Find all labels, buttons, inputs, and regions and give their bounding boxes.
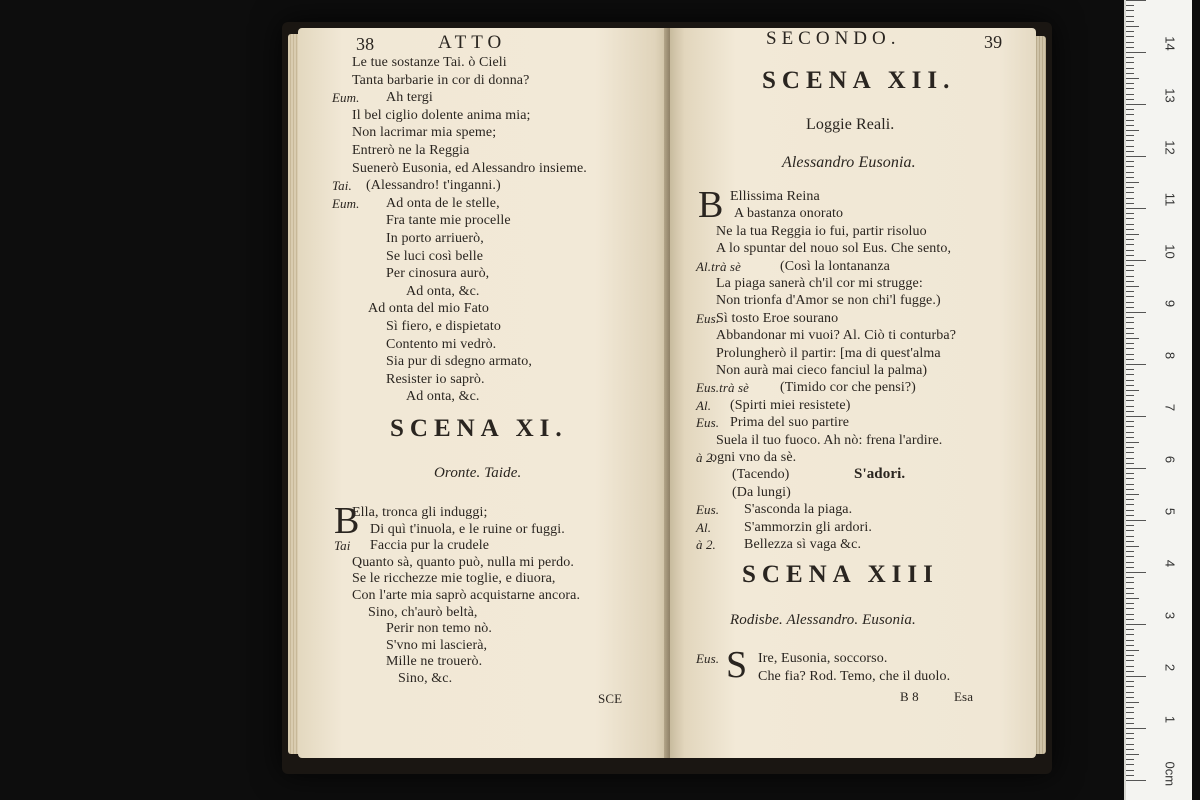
ruler-label: 3 xyxy=(1162,611,1178,620)
ruler-label: 11 xyxy=(1162,192,1178,207)
verse-line: Ad onta de le stelle, xyxy=(386,195,500,211)
ruler-tick xyxy=(1126,146,1134,147)
ruler-label: 12 xyxy=(1162,140,1178,155)
ruler-tick xyxy=(1126,723,1134,724)
ruler-tick xyxy=(1126,36,1134,37)
scene-xii-title: SCENA XII. xyxy=(762,67,956,94)
ruler-tick xyxy=(1126,208,1146,209)
verse-line: (Alessandro! t'inganni.) xyxy=(366,178,501,194)
ruler-tick xyxy=(1126,484,1134,485)
ruler-tick xyxy=(1126,499,1134,500)
ruler-tick xyxy=(1126,468,1146,469)
ruler-label: 0cm xyxy=(1162,761,1178,787)
ruler-tick xyxy=(1126,692,1134,693)
ruler-tick xyxy=(1126,62,1134,63)
ruler-tick xyxy=(1126,749,1134,750)
ruler-tick xyxy=(1126,562,1134,563)
speaker-label: à 2. xyxy=(696,450,716,465)
verse-line: Con l'arte mia saprò acquistarne ancora. xyxy=(352,588,581,603)
verse-line: Ne la tua Reggia io fui, partir risoluo xyxy=(716,223,927,239)
ruler-tick xyxy=(1126,380,1134,381)
speaker-label: Eus. xyxy=(696,502,720,518)
ruler-tick xyxy=(1126,494,1139,495)
drop-cap-s: S xyxy=(726,644,748,686)
ruler-tick xyxy=(1126,328,1134,329)
ruler-tick xyxy=(1126,68,1134,69)
speaker-label: Eus. xyxy=(696,415,720,431)
ruler-tick xyxy=(1126,614,1134,615)
ruler-tick xyxy=(1126,21,1134,22)
ruler-tick xyxy=(1126,120,1134,121)
ruler-tick xyxy=(1126,333,1134,334)
ruler-tick xyxy=(1126,489,1134,490)
ruler-tick xyxy=(1126,354,1134,355)
scene-xiii-title: SCENA XIII xyxy=(742,561,939,588)
ruler-tick xyxy=(1126,733,1134,734)
ruler-tick xyxy=(1126,432,1134,433)
speaker-label: Eum. xyxy=(332,90,360,106)
ruler-tick xyxy=(1126,510,1134,511)
verse-line: Mille ne trouerò. xyxy=(386,654,483,670)
left-page xyxy=(298,28,670,758)
verse-line: Resister io saprò. xyxy=(386,371,485,387)
ruler-tick xyxy=(1126,650,1139,651)
ruler-tick xyxy=(1126,603,1134,604)
ruler-label: 4 xyxy=(1162,559,1178,568)
ruler-tick xyxy=(1126,0,1146,1)
ruler-label: 8 xyxy=(1162,351,1178,360)
verse-line: Quanto sà, quanto può, nulla mi perdo. xyxy=(352,554,574,570)
ruler-tick xyxy=(1126,218,1134,219)
ruler-tick xyxy=(1126,770,1134,771)
ruler-tick xyxy=(1126,551,1134,552)
verse-line: (Spirti miei resistete) xyxy=(730,397,851,413)
ruler-tick xyxy=(1126,364,1146,365)
ruler-tick xyxy=(1126,265,1134,266)
ruler-tick xyxy=(1126,172,1134,173)
ruler-tick xyxy=(1126,666,1134,667)
speaker-label: Eus.trà sè xyxy=(696,380,749,396)
ruler-tick xyxy=(1126,447,1134,448)
ruler-label: 9 xyxy=(1162,299,1178,308)
ruler-tick xyxy=(1126,567,1134,568)
brace-text: S'adori. xyxy=(854,466,906,482)
right-page xyxy=(670,28,1036,758)
speaker-label: à 2. xyxy=(696,537,716,552)
ruler-tick xyxy=(1126,593,1134,594)
ruler-label: 1 xyxy=(1162,715,1178,724)
verse-line: Non aurà mai cieco fanciul la palma) xyxy=(716,363,928,378)
verse-line: A bastanza onorato xyxy=(734,206,844,222)
ruler-tick xyxy=(1126,416,1146,417)
ruler-tick xyxy=(1126,135,1134,136)
verse-line: Non lacrimar mia speme; xyxy=(352,125,497,141)
verse-line: Tanta barbarie in cor di donna? xyxy=(352,72,530,88)
ruler-tick xyxy=(1126,348,1134,349)
ruler-tick xyxy=(1126,42,1134,43)
ruler-tick xyxy=(1126,536,1134,537)
ruler-tick xyxy=(1126,400,1134,401)
ruler-tick xyxy=(1126,406,1134,407)
drop-cap-left: B xyxy=(334,500,360,542)
ruler-tick xyxy=(1126,702,1139,703)
verse-line: Sì fiero, e dispietato xyxy=(386,319,501,334)
ruler-tick xyxy=(1126,156,1146,157)
ruler-tick xyxy=(1126,234,1139,235)
ruler-tick xyxy=(1126,177,1134,178)
ruler-tick xyxy=(1126,395,1134,396)
ruler-tick xyxy=(1126,754,1139,755)
ruler-tick xyxy=(1126,577,1134,578)
ruler-tick xyxy=(1126,83,1134,84)
verse-line: S'vno mi lascierà, xyxy=(386,637,488,653)
ruler-tick xyxy=(1126,369,1134,370)
verse-line: Fra tante mie procelle xyxy=(386,213,511,229)
ruler-label: 13 xyxy=(1162,88,1178,103)
ruler-tick xyxy=(1126,546,1139,547)
verse-line: Le tue sostanze Tai. ò Cieli xyxy=(352,55,507,70)
speaker-label: Al. xyxy=(696,519,712,535)
ruler-label: 10 xyxy=(1162,244,1178,259)
ruler-tick xyxy=(1126,458,1134,459)
verse-line: Faccia pur la crudele xyxy=(370,538,490,554)
ruler-tick xyxy=(1126,780,1146,781)
ruler-tick xyxy=(1126,104,1146,105)
ruler-tick xyxy=(1126,359,1134,360)
verse-line: Ella, tronca gli induggi; xyxy=(352,505,488,520)
verse-line: Se luci così belle xyxy=(386,248,484,264)
verse-line: La piaga sanerà ch'il cor mi strugge: xyxy=(716,276,923,291)
ruler-tick xyxy=(1126,660,1134,661)
ruler-tick xyxy=(1126,640,1134,641)
speaker-label: Tai. xyxy=(332,178,352,194)
speaker-label: Eum. xyxy=(332,195,360,211)
verse-line: Prolungherò il partir: [ma di quest'alma xyxy=(716,345,941,361)
ruler-label: 6 xyxy=(1162,455,1178,464)
speaker-label: Eus. xyxy=(696,310,720,326)
verse-line: Ad onta, &c. xyxy=(406,389,480,405)
right-page-number: 39 xyxy=(984,32,1003,52)
ruler-tick xyxy=(1126,421,1134,422)
ruler-tick xyxy=(1126,676,1146,677)
ruler-tick xyxy=(1126,31,1134,32)
ruler-tick xyxy=(1126,10,1134,11)
verse-line: Se le ricchezze mie toglie, e diuora, xyxy=(352,571,556,587)
ruler-tick xyxy=(1126,182,1139,183)
verse-line: (Timido cor che pensi?) xyxy=(780,380,916,396)
ruler-tick xyxy=(1126,250,1134,251)
ruler-tick xyxy=(1126,322,1134,323)
ruler-tick xyxy=(1126,276,1134,277)
ruler-tick xyxy=(1126,645,1134,646)
ruler-tick xyxy=(1126,213,1134,214)
ruler-tick xyxy=(1126,759,1134,760)
ruler-tick xyxy=(1126,114,1134,115)
verse-line: Entrerò ne la Reggia xyxy=(352,143,470,158)
ruler-tick xyxy=(1126,707,1134,708)
ruler-tick xyxy=(1126,260,1146,261)
ruler-tick xyxy=(1126,437,1134,438)
ruler-label: 5 xyxy=(1162,507,1178,516)
ruler-tick xyxy=(1126,296,1134,297)
right-running-head: SECONDO. xyxy=(766,28,901,49)
ruler-tick xyxy=(1126,588,1134,589)
ruler-tick xyxy=(1126,94,1134,95)
verse-line: In porto arriuerò, xyxy=(386,231,484,246)
ruler-tick xyxy=(1126,281,1134,282)
ruler-tick xyxy=(1126,515,1134,516)
right-catchword: Esa xyxy=(954,689,974,704)
ruler-tick xyxy=(1126,198,1134,199)
ruler-tick xyxy=(1126,411,1134,412)
ruler-tick xyxy=(1126,343,1134,344)
ruler-tick xyxy=(1126,244,1134,245)
speaker-label: Al. xyxy=(696,397,712,413)
verse-line: Abbandonar mi vuoi? Al. Ciò ti conturba? xyxy=(716,328,957,344)
ruler-tick xyxy=(1126,130,1139,131)
verse-line: A lo spuntar del nouo sol Eus. Che sento, xyxy=(716,241,952,257)
ruler-tick xyxy=(1126,634,1134,635)
ruler-tick xyxy=(1126,655,1134,656)
ruler-tick xyxy=(1126,312,1146,313)
verse-line: S'ammorzin gli ardori. xyxy=(744,519,872,535)
ruler-tick xyxy=(1126,99,1134,100)
verse-line: Il bel ciglio dolente anima mia; xyxy=(352,107,531,123)
ruler-tick xyxy=(1126,572,1146,573)
verse-line: Sino, &c. xyxy=(398,671,453,686)
scene-xi-title: SCENA XI. xyxy=(390,415,568,442)
ruler-tick xyxy=(1126,697,1134,698)
drop-cap-right: B xyxy=(698,184,724,226)
ruler-tick xyxy=(1126,26,1139,27)
ruler-label: 7 xyxy=(1162,403,1178,412)
verse-line: Suenerò Eusonia, ed Alessandro insieme. xyxy=(352,160,587,176)
ruler-tick xyxy=(1126,73,1134,74)
verse-line: ogni vno da sè. xyxy=(710,450,797,465)
ruler-label: 14 xyxy=(1162,36,1178,51)
ruler-tick xyxy=(1126,78,1139,79)
scene-xi-characters: Oronte. Taide. xyxy=(434,465,522,481)
ruler-tick xyxy=(1126,16,1134,17)
ruler-tick xyxy=(1126,478,1134,479)
ruler-tick xyxy=(1126,629,1134,630)
verse-line: Di quì t'inuola, e le ruine or fuggi. xyxy=(370,521,565,537)
ruler-tick xyxy=(1126,302,1134,303)
ruler-tick xyxy=(1126,151,1134,152)
ruler-tick xyxy=(1126,452,1134,453)
ruler-tick xyxy=(1126,598,1139,599)
ruler-tick xyxy=(1126,764,1134,765)
verse-line: Perir non temo nò. xyxy=(386,621,493,637)
ruler-tick xyxy=(1126,525,1134,526)
ruler-tick xyxy=(1126,5,1134,6)
verse-line: Non trionfa d'Amor se non chi'l fugge.) xyxy=(716,293,941,309)
signature-mark: B 8 xyxy=(900,689,919,704)
ruler-tick xyxy=(1126,192,1134,193)
verse-line: (Così la lontananza xyxy=(780,258,890,274)
verse-line: Contento mi vedrò. xyxy=(386,336,497,352)
ruler-tick xyxy=(1126,718,1134,719)
ruler-tick xyxy=(1126,317,1134,318)
ruler-tick xyxy=(1126,463,1134,464)
ruler-tick xyxy=(1126,203,1134,204)
ruler-tick xyxy=(1126,374,1134,375)
ruler-tick xyxy=(1126,738,1134,739)
left-page-number: 38 xyxy=(356,34,375,54)
ruler-tick xyxy=(1126,385,1134,386)
verse-line: Ad onta del mio Fato xyxy=(368,301,489,317)
scene-xii-characters: Alessandro Eusonia. xyxy=(782,154,916,171)
ruler-tick xyxy=(1126,255,1134,256)
scene-xii-setting: Loggie Reali. xyxy=(806,116,895,133)
verse-line: Per cinosura aurò, xyxy=(386,266,490,282)
verse-line: Sì tosto Eroe sourano xyxy=(716,310,839,326)
ruler-tick xyxy=(1126,728,1146,729)
left-running-head: ATTO xyxy=(438,32,507,53)
verse-line: (Da lungi) xyxy=(732,484,791,500)
ruler-tick xyxy=(1126,473,1134,474)
ruler-tick xyxy=(1126,681,1134,682)
verse-line: Sia pur di sdegno armato, xyxy=(386,354,532,370)
scene-xiii-characters: Rodisbe. Alessandro. Eusonia. xyxy=(730,612,916,628)
ruler-tick xyxy=(1126,582,1134,583)
ruler-tick xyxy=(1126,88,1134,89)
verse-line: Ire, Eusonia, soccorso. xyxy=(758,651,888,666)
ruler-tick xyxy=(1126,140,1134,141)
ruler-tick xyxy=(1126,239,1134,240)
verse-line: Ah tergi xyxy=(386,90,433,106)
verse-line: (Tacendo) xyxy=(732,467,790,483)
ruler-tick xyxy=(1126,619,1134,620)
ruler-tick xyxy=(1126,291,1134,292)
verse-line: Sino, ch'aurò beltà, xyxy=(368,604,478,620)
ruler-tick xyxy=(1126,125,1134,126)
ruler-tick xyxy=(1126,161,1134,162)
ruler-tick xyxy=(1126,47,1134,48)
verse-line: S'ascondа la piaga. xyxy=(744,502,853,518)
verse-line: Che fia? Rod. Temo, che il duolo. xyxy=(758,669,951,684)
ruler-tick xyxy=(1126,671,1134,672)
ruler-tick xyxy=(1126,744,1134,745)
ruler-tick xyxy=(1126,624,1146,625)
speaker-label: Al.trà sè xyxy=(696,258,741,274)
ruler-tick xyxy=(1126,224,1134,225)
ruler-tick xyxy=(1126,338,1139,339)
ruler-tick xyxy=(1126,530,1134,531)
ruler-tick xyxy=(1126,442,1139,443)
ruler-label: 2 xyxy=(1162,663,1178,672)
ruler-tick xyxy=(1126,426,1134,427)
ruler-tick xyxy=(1126,286,1139,287)
ruler-tick xyxy=(1126,109,1134,110)
measurement-ruler xyxy=(1124,0,1192,800)
ruler-tick xyxy=(1126,712,1134,713)
ruler-tick xyxy=(1126,52,1146,53)
ruler-tick xyxy=(1126,556,1134,557)
verse-line: Prima del suo partire xyxy=(730,415,850,431)
ruler-tick xyxy=(1126,504,1134,505)
verse-line: Ellissima Reina xyxy=(730,189,820,204)
verse-line: Ad onta, &c. xyxy=(406,283,480,299)
ruler-tick xyxy=(1126,307,1134,308)
ruler-tick xyxy=(1126,229,1134,230)
ruler-tick xyxy=(1126,520,1146,521)
verse-line: Suela il tuo fuoco. Ah nò: frena l'ardire. xyxy=(716,432,943,448)
ruler-tick xyxy=(1126,775,1134,776)
ruler-tick xyxy=(1126,187,1134,188)
ruler-tick xyxy=(1126,166,1134,167)
ruler-tick xyxy=(1126,686,1134,687)
verse-line: Bellezza sì vaga &c. xyxy=(744,537,862,552)
speaker-label: Tai xyxy=(334,538,351,554)
ruler-tick xyxy=(1126,541,1134,542)
ruler-tick xyxy=(1126,608,1134,609)
ruler-tick xyxy=(1126,390,1139,391)
ruler-tick xyxy=(1126,57,1134,58)
ruler-tick xyxy=(1126,270,1134,271)
speaker-label: Eus. xyxy=(696,651,720,666)
left-catchword: SCE xyxy=(598,691,623,706)
